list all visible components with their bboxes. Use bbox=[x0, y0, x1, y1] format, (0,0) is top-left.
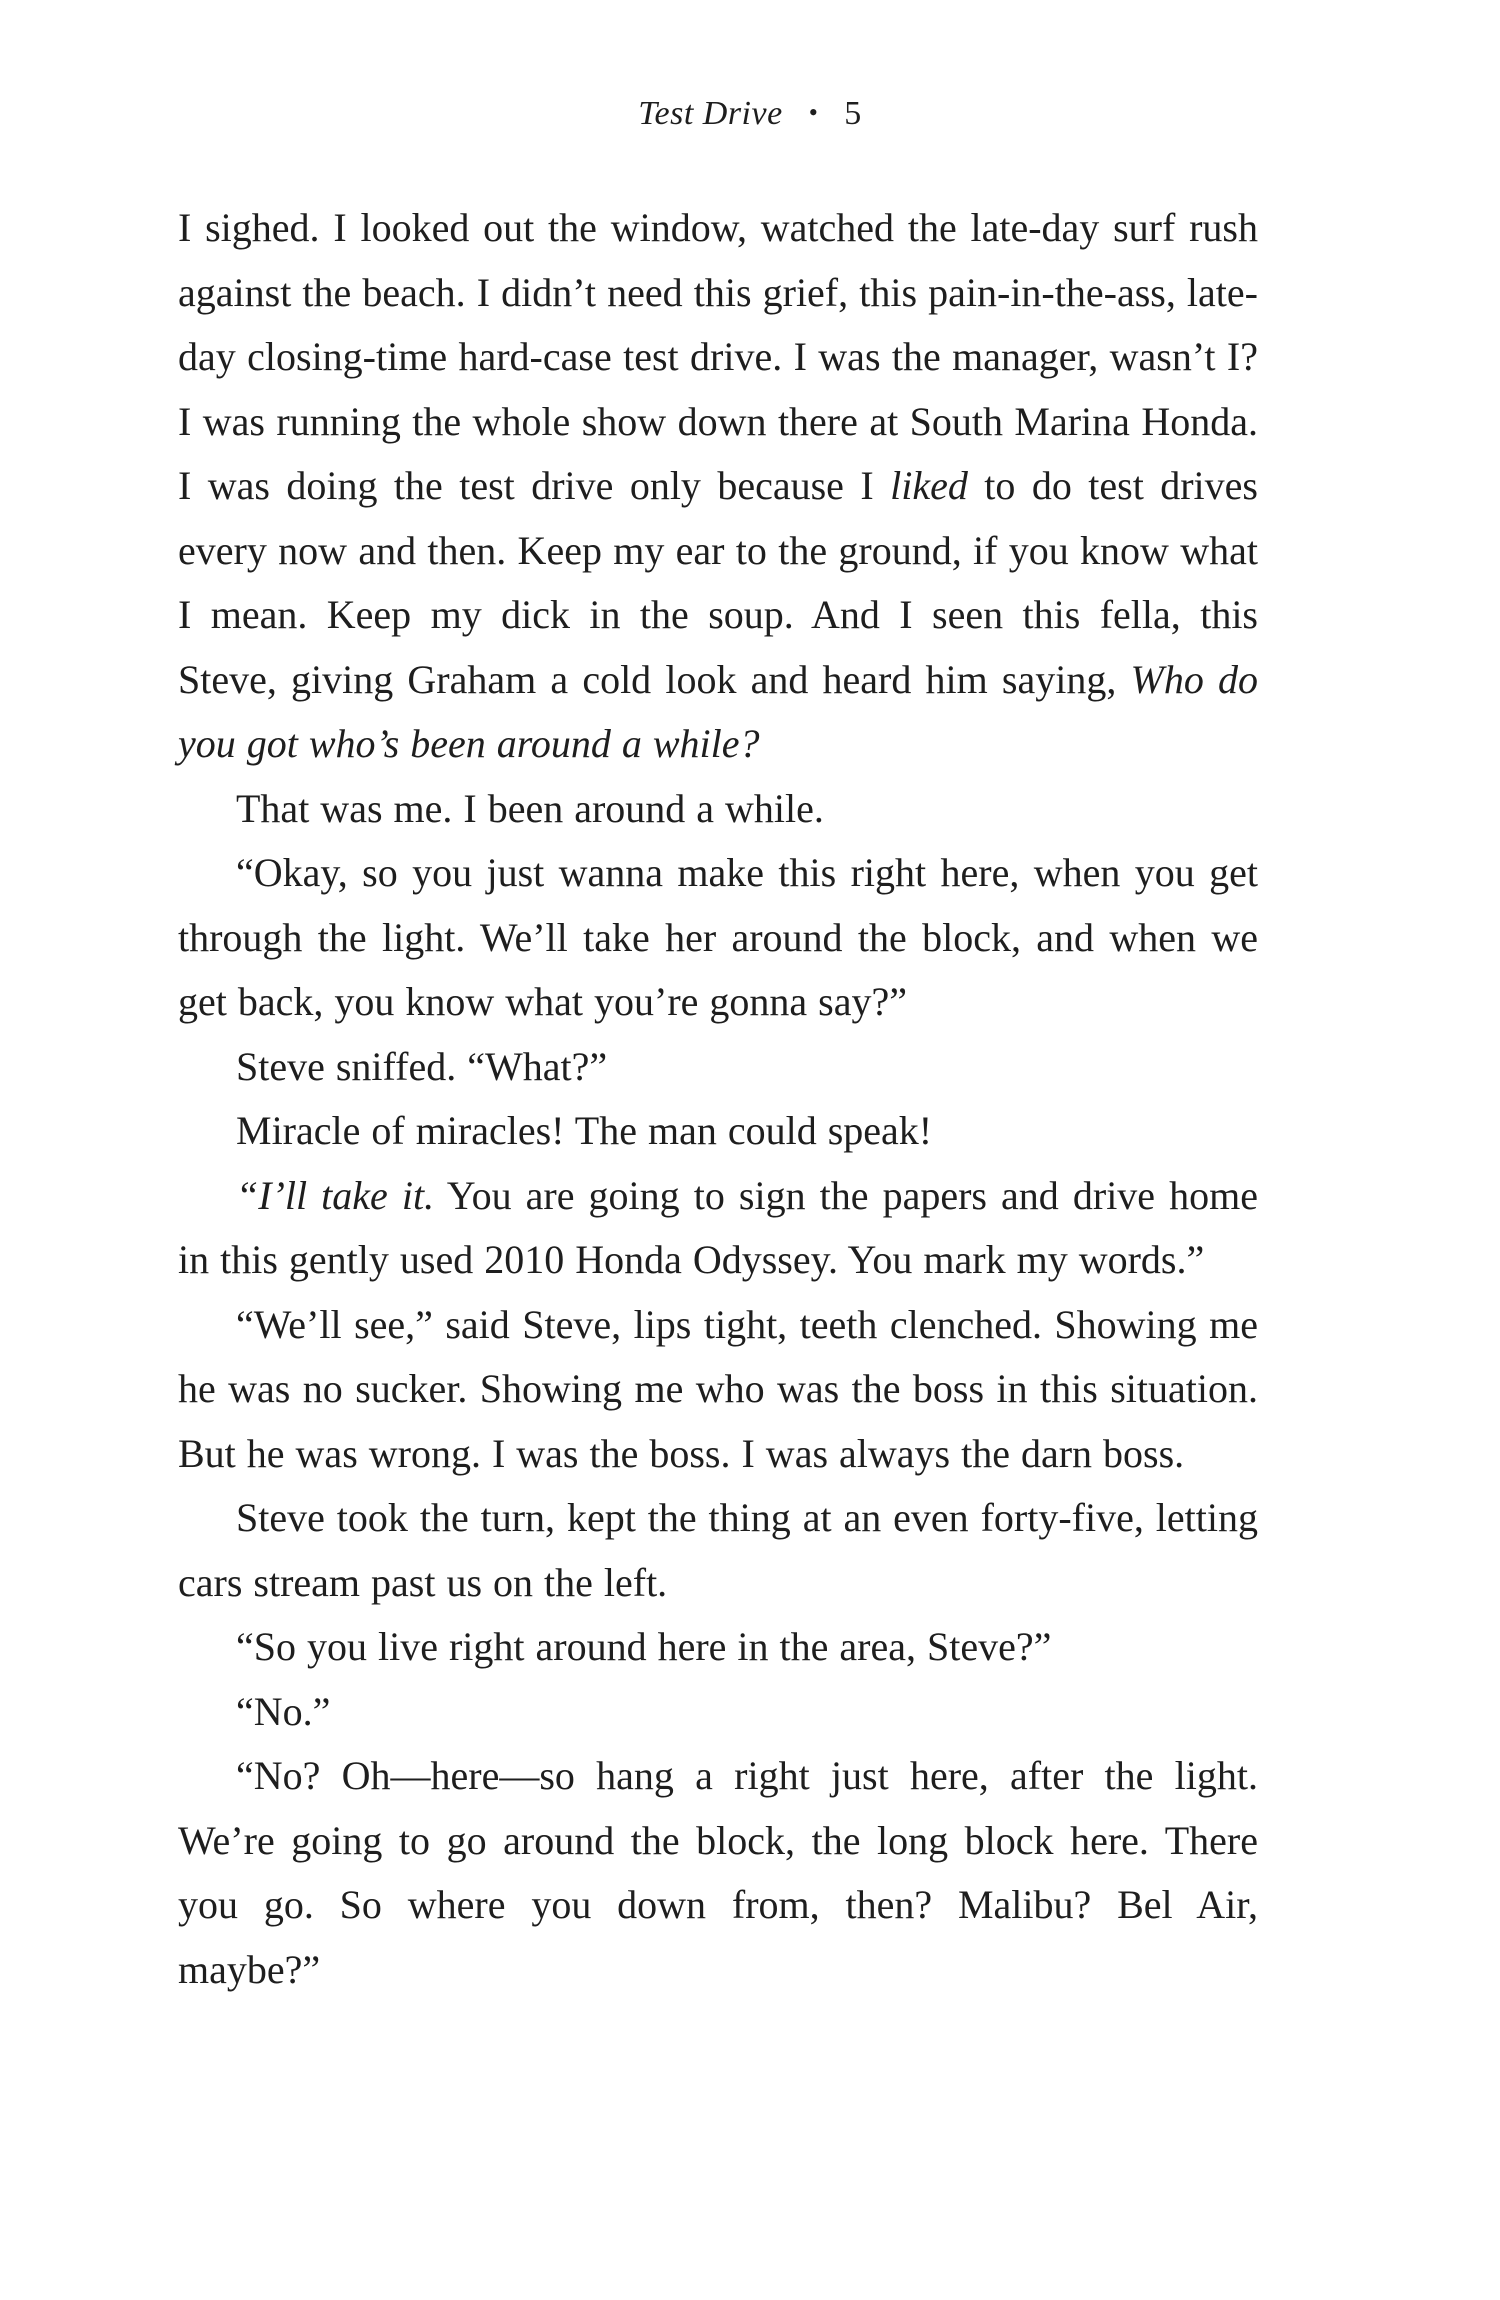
paragraph-10: “No.” bbox=[236, 1688, 331, 1734]
paragraph-8: Steve took the turn, kept the thing at an even forty-five, letting cars stream past us on the left. bbox=[178, 1495, 1258, 1605]
paragraph-4: Steve sniffed. “What?” bbox=[236, 1043, 608, 1089]
paragraph-5: Miracle of miracles! The man could speak! bbox=[236, 1108, 933, 1153]
paragraph-1 bbox=[178, 196, 1258, 777]
paragraph-1-text: I sighed. I looked out the window, watched the late-day surf rush against the beach. I didn’t need this grief, this pain-in-the-ass, late-day closing-time hard-case test drive. I was the manager, wasn’t I? I was running the whole show down there at South Marina Honda. I was doing the test drive only because I bbox=[178, 205, 1258, 508]
paragraph-1-italic-word: liked bbox=[890, 463, 968, 508]
paragraph-1-text-cont: to do test drives every now and then. Keep my ear to the ground, if you know what I mean. Keep my dick in the soup. And I seen this fella, this Steve, giving Graham a cold look and heard him saying, bbox=[178, 463, 1258, 702]
paragraph-6 bbox=[178, 1164, 1258, 1293]
body-text bbox=[178, 196, 1258, 2002]
running-header bbox=[0, 88, 1500, 139]
paragraph-3: “Okay, so you just wanna make this right here, when you get through the light. We’ll take her around the block, and when we get back, you know what you’re gonna say?” bbox=[178, 850, 1258, 1024]
running-header-title: Test Drive bbox=[638, 95, 783, 132]
paragraph-7: “We’ll see,” said Steve, lips tight, teeth clenched. Showing me he was no sucker. Showing me who was the boss in this situation. But he was wrong. I was the boss. I was always the darn boss. bbox=[178, 1301, 1258, 1476]
paragraph-6-italic-quote: “I’ll take it. bbox=[236, 1172, 435, 1218]
page-number: 5 bbox=[844, 95, 862, 132]
paragraph-9: “So you live right around here in the area, Steve?” bbox=[236, 1624, 1052, 1669]
paragraph-11: “No? Oh—here—so hang a right just here, after the light. We’re going to go around the block, the long block here. There you go. So where you down from, then? Malibu? Bel Air, maybe?” bbox=[178, 1753, 1258, 1992]
header-separator-bullet: • bbox=[808, 98, 819, 127]
paragraph-1-italic-quote: Who do you got who’s been around a while? bbox=[178, 656, 1258, 766]
paragraph-2: That was me. I been around a while. bbox=[236, 785, 824, 831]
paragraph-6-text: You are going to sign the papers and drive home in this gently used 2010 Honda Odyssey. You mark my words.” bbox=[178, 1172, 1259, 1282]
